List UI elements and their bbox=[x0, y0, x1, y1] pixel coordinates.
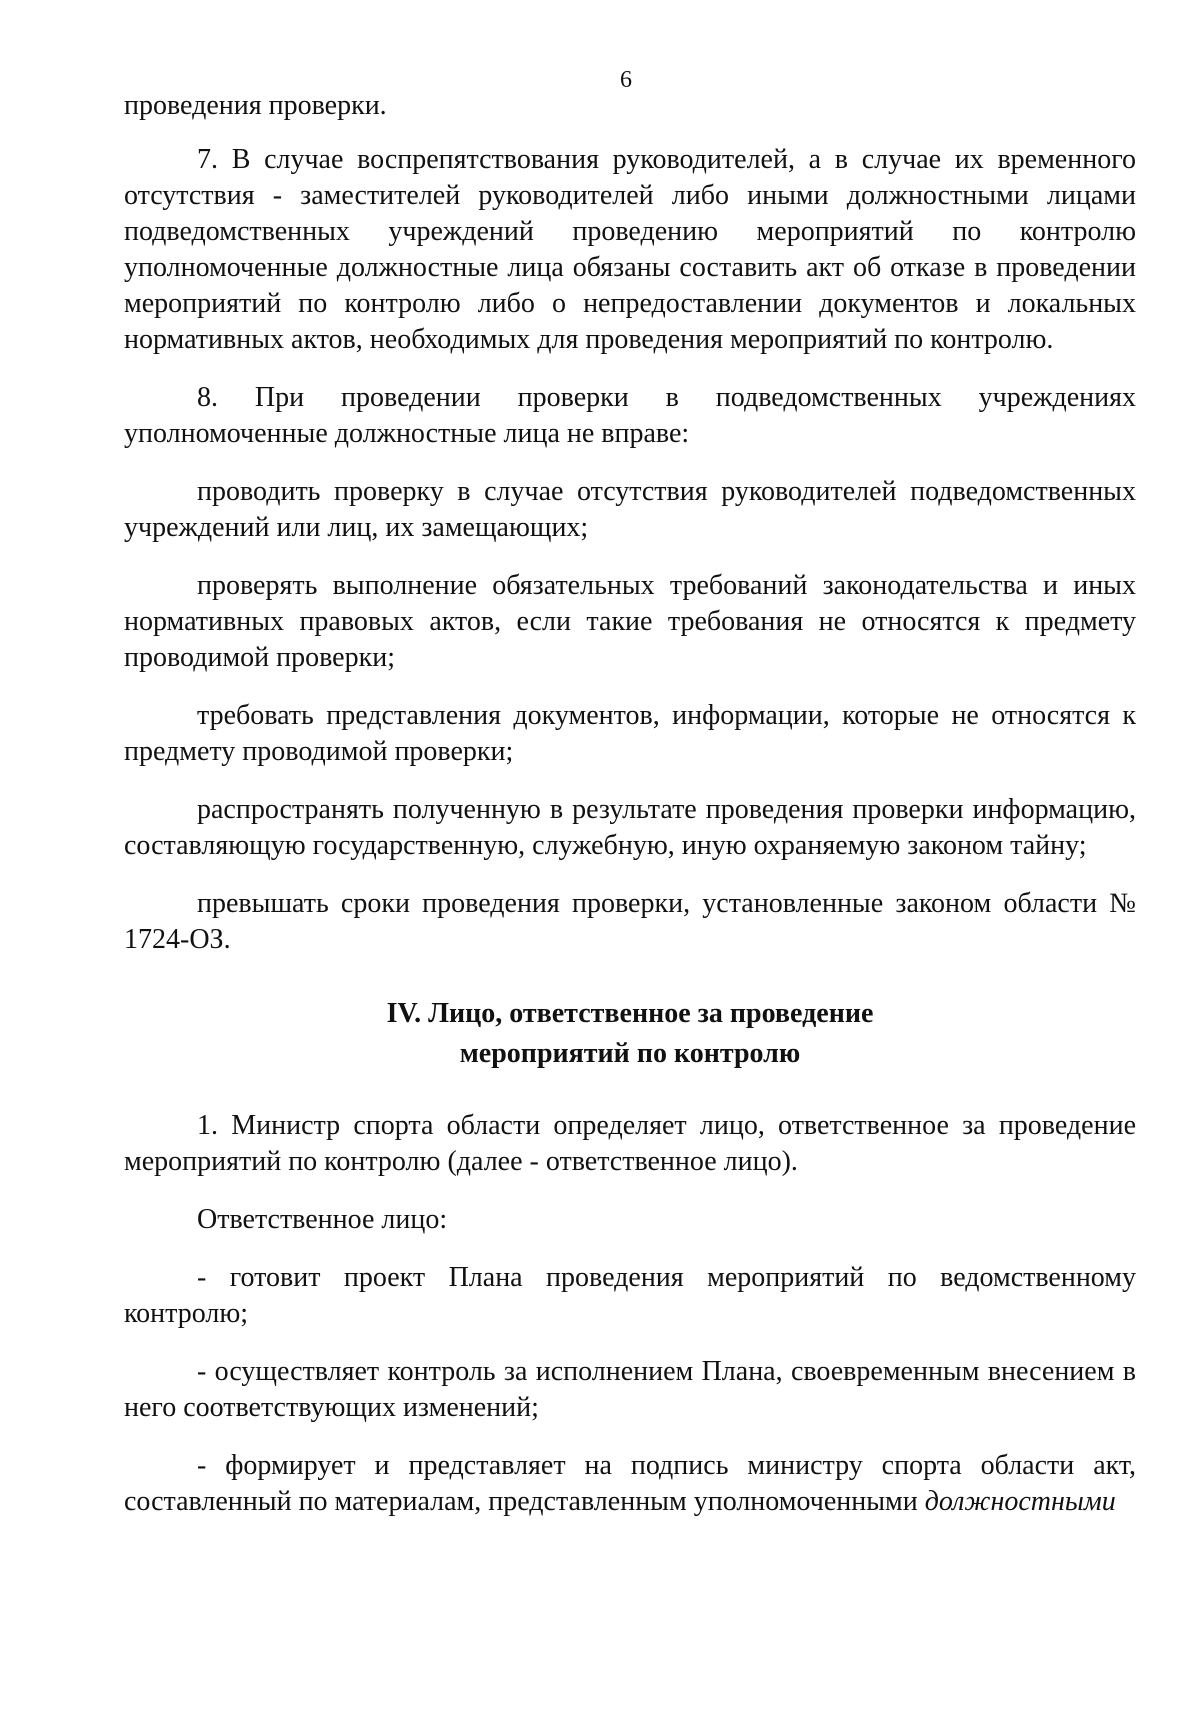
document-body bbox=[124, 88, 1136, 1520]
section-heading-line-1: IV. Лицо, ответственное за проведение bbox=[386, 998, 874, 1029]
paragraph-continuation: проведения проверки. bbox=[124, 90, 387, 121]
paragraph-restriction-1: проводить проверку в случае отсутствия руководителей подведомственных учреждений или лиц, их замещающих; bbox=[124, 476, 1136, 543]
section-heading-iv bbox=[124, 994, 1136, 1074]
paragraph-duty-1: - готовит проект Плана проведения мероприятий по ведомственному контролю; bbox=[124, 1262, 1136, 1329]
section-heading-line-2: мероприятий по контролю bbox=[459, 1038, 801, 1069]
paragraph-restriction-2: проверять выполнение обязательных требований законодательства и иных нормативных правовых актов, если такие требования не относятся к предмету проводимой проверки; bbox=[124, 570, 1136, 673]
paragraph-item-8: 8. При проведении проверки в подведомственных учреждениях уполномоченные должностные лица не вправе: bbox=[124, 382, 1136, 449]
paragraph-duty-3-text: - формирует и представляет на подпись министру спорта области акт, составленный по материалам, представленным уполномоченными bbox=[124, 1450, 1136, 1517]
paragraph-responsible-person: Ответственное лицо: bbox=[197, 1204, 448, 1235]
paragraph-restriction-3: требовать представления документов, информации, которые не относятся к предмету проводимой проверки; bbox=[124, 700, 1136, 767]
paragraph-restriction-4: распространять полученную в результате проведения проверки информацию, составляющую государственную, служебную, иную охраняемую законом тайну; bbox=[124, 794, 1136, 861]
paragraph-duty-3-italic-word: должностными bbox=[924, 1486, 1116, 1517]
paragraph-duty-2: - осуществляет контроль за исполнением Плана, своевременным внесением в него соответствующих изменений; bbox=[124, 1356, 1136, 1423]
paragraph-duty-3 bbox=[124, 1448, 1136, 1520]
paragraph-section-iv-item-1: 1. Министр спорта области определяет лицо, ответственное за проведение мероприятий по контролю (далее - ответственное лицо). bbox=[124, 1110, 1136, 1177]
paragraph-restriction-5: превышать сроки проведения проверки, установленные законом области № 1724-ОЗ. bbox=[124, 888, 1136, 955]
page-number: 6 bbox=[620, 67, 632, 93]
paragraph-item-7: 7. В случае воспрепятствования руководителей, а в случае их временного отсутствия - заместителей руководителей либо иными должностными лицами подведомственных учреждений проведению мероприятий по контролю уполномоченные должностные лица обязаны составить акт об отказе в проведении мероприятий по контролю либо о непредоставлении документов и локальных нормативных актов, необходимых для проведения мероприятий по контролю. bbox=[124, 144, 1136, 355]
